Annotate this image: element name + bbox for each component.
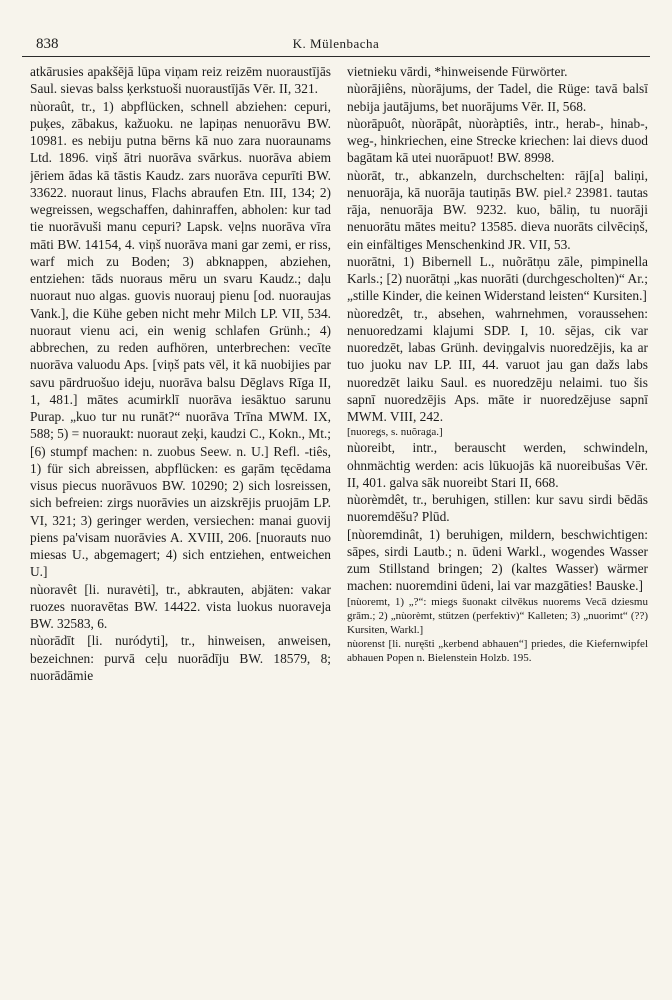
entry-nuorat: nùorāt, tr., abkanzeln, durchschelten: rāj[a] baliņi, nenuorāja, kā nuorāja tautiņās BW. piel.² 23981. tautas rāja, nenuorāja BW. 9232. kuo, bāliņ, tu nuorāji nenuorātu mātes meitu? 13585. dieva nuorāts cilvēciņš, ein einfältiges Menschenkind JR. VII, 53. bbox=[347, 167, 648, 252]
entry-nuorapuot: nùorāpuôt, nùorāpât, nùoràptiês, intr., herab-, hinab-, weg-, hinkriechen, eine Strecke kriechen: lai dievs duod bagātam kā utei nuorāpuot! BW. 8998. bbox=[347, 115, 648, 166]
left-column bbox=[30, 63, 331, 990]
entry-nuoremt: [nùoremt, 1) „?“: miegs šuonakt cilvēkus nuorems Vecā dziesmu grām.; 2) „nùorèmt, stützen (perfektiv)“ Kalleten; 3) „nuorimt“ (??) Kursiten, Warkl.] bbox=[347, 595, 648, 636]
text-columns bbox=[30, 63, 648, 990]
running-head: K. Mülenbacha bbox=[292, 36, 380, 51]
page-header bbox=[22, 30, 650, 57]
entry-nuoratni: nuorātni, 1) Bibernell L., nuõrātņu zāle, pimpinella Karls.; [2) nuorātņi „kas nuorāti (durchgescholten)“ Ar.; „stille Kinder, die keinen Widerstand leisten“ Kursiten.] bbox=[347, 253, 648, 304]
right-column bbox=[347, 63, 648, 990]
page-number: 838 bbox=[36, 36, 59, 52]
entry-nuoradit: nùorādīt [li. nuródyti], tr., hinweisen, anweisen, bezeichnen: purvā ceļu nuorādīju BW. 18579, 8; nuorādāmie bbox=[30, 633, 331, 683]
entry-nuoreibt: nùoreibt, intr., berauscht werden, schwindeln, ohnmächtig werden: acis lūkuojās kā nuoreibušas Vēr. II, 401. galva sāk nuoreibt Stari II, 668. bbox=[347, 440, 648, 490]
entry-nuoremdet: nùorèmdêt, tr., beruhigen, stillen: kur savu sirdi bēdās nuoremdēšu? Plūd. bbox=[347, 492, 648, 525]
entry-nuoravet: nùoravêt [li. nuravėti], tr., abkrauten, abjäten: vakar ruozes nuoravētas BW. 14422. vista luokus nuoraveja BW. 32583, 6. bbox=[30, 581, 331, 631]
entry-nuoregs: [nuoregs, s. nuõraga.] bbox=[347, 426, 443, 439]
entry-continuation: atkārusies apakšējā lūpa viņam reiz reizēm nuoraustījās Saul. sievas balss ķerkstuoši nuoraustījās Vēr. II, 321. bbox=[30, 64, 331, 97]
entry-continuation-right: vietnieku vārdi, *hinweisende Fürwörter. bbox=[347, 64, 568, 79]
entry-nuoremdinat: [nùoremdinât, 1) beruhigen, mildern, beschwichtigen: sāpes, sirdi Lautb.; n. ūdeni Warkl., wogendes Wasser zum Stillstand bringen; 2) (kaltes Wasser) wärmer machen: nuoremdini ūdeni, lai var mazgāties! Bauske.] bbox=[347, 526, 648, 594]
entry-nuoraut: nùoraût, tr., 1) abpflücken, schnell abziehen: cepuri, puķes, zābakus, kažuoku. ne lapiņas nenuorāvu BW. 10981. es nebiju putna bērns kā nuo zara nuoraunams Ltd. 1896. viņš ātri nuorāva svārkus. nuorāva abiem jēriem ādas kā tāstis Kaudz. zars nuorāva cepurīti BW. 33622. nuoraut linus, Flachs abraufen Etn. III, 134; 2) wegreissen, wegschaffen, dahinraffen, abholen: kur tad tie nuorāvuši manu cepuri? Lapsk. veļns nuorāva vīra māti BW. 14154, 4. viņš nuorāva mani gar zemi, er riss, warf mich zu Boden; 3) abknappen, abziehen, entziehen: tāds nuoraus mēru un svaru Kaudz.; daļu nuoraut nuo algas. guovis nuorauj pienu [od. nuoraujas Vank.], die Kühe geben nicht mehr Milch LP. VII, 534. nuoraut vienu aci, ein wenig schlafen Grünh.; 4) abbrechen, zu reden aufhören, unterbrechen: vecīte nuorāva valuodu Aps. [viņš pats vēl, it kā nuobijies par savu pārdruošuo ideju, nuorāva balsu Dēglavs Rīga II, 1, 481.] mātes acumirklī nuorāva iesāktuo sarunu Purap. „kuo tur nu runāt?“ nuorāva Trīna MWM. IX, 588; 5) = nuoraukt: nuoraut zeķi, kaudzi C., Kokn., Mt.; [6) stumpf machen: n. zuobus Seew. n. U.] Refl. -tiês, 1) für sich abreissen, abpflücken: es gaŗām tęcēdama visus piecus nuorāvuos BW. 10290; 2) sich losreissen, sich befreien: zirgs nuorāvies un aizskrējis pruojām LP. VI, 321; 3) geringer werden, versiechen: manai guovij piens pa'visam nuorāvies A. XVIII, 206. [nuorauts nuo miesas U., abgemagert; 4) sich entziehen, entweichen U.] bbox=[30, 98, 331, 580]
entry-nuorenst: nùorenst [li. nurę̃sti „kerbend abhauen“] priedes, die Kiefernwipfel abhauen Popen n. Bielenstein Holzb. 195. bbox=[347, 637, 648, 664]
entry-nuoredzet: nùoredzêt, tr., absehen, wahrnehmen, voraussehen: nenuoredzami klajumi SDP. I, 10. sējas, cik var nuoredzēt, labas Grünh. deviņgalvis nuoredzējis, ka ar tuo juoku nav LP. III, 44. varuot jau gan dažs labs nuoredzēt laiku Saul. es nuoredzēju nelaimi. tuo šis sapnī nuoredzējis Aps. māte ir nuoredzējuse sapnī MWM. VIII, 242. bbox=[347, 305, 648, 424]
entry-nuorajiens: nùorājiêns, nùorājums, der Tadel, die Rüge: tavā balsī nebija jautājums, bet nuorājums Vēr. II, 568. bbox=[347, 81, 648, 114]
